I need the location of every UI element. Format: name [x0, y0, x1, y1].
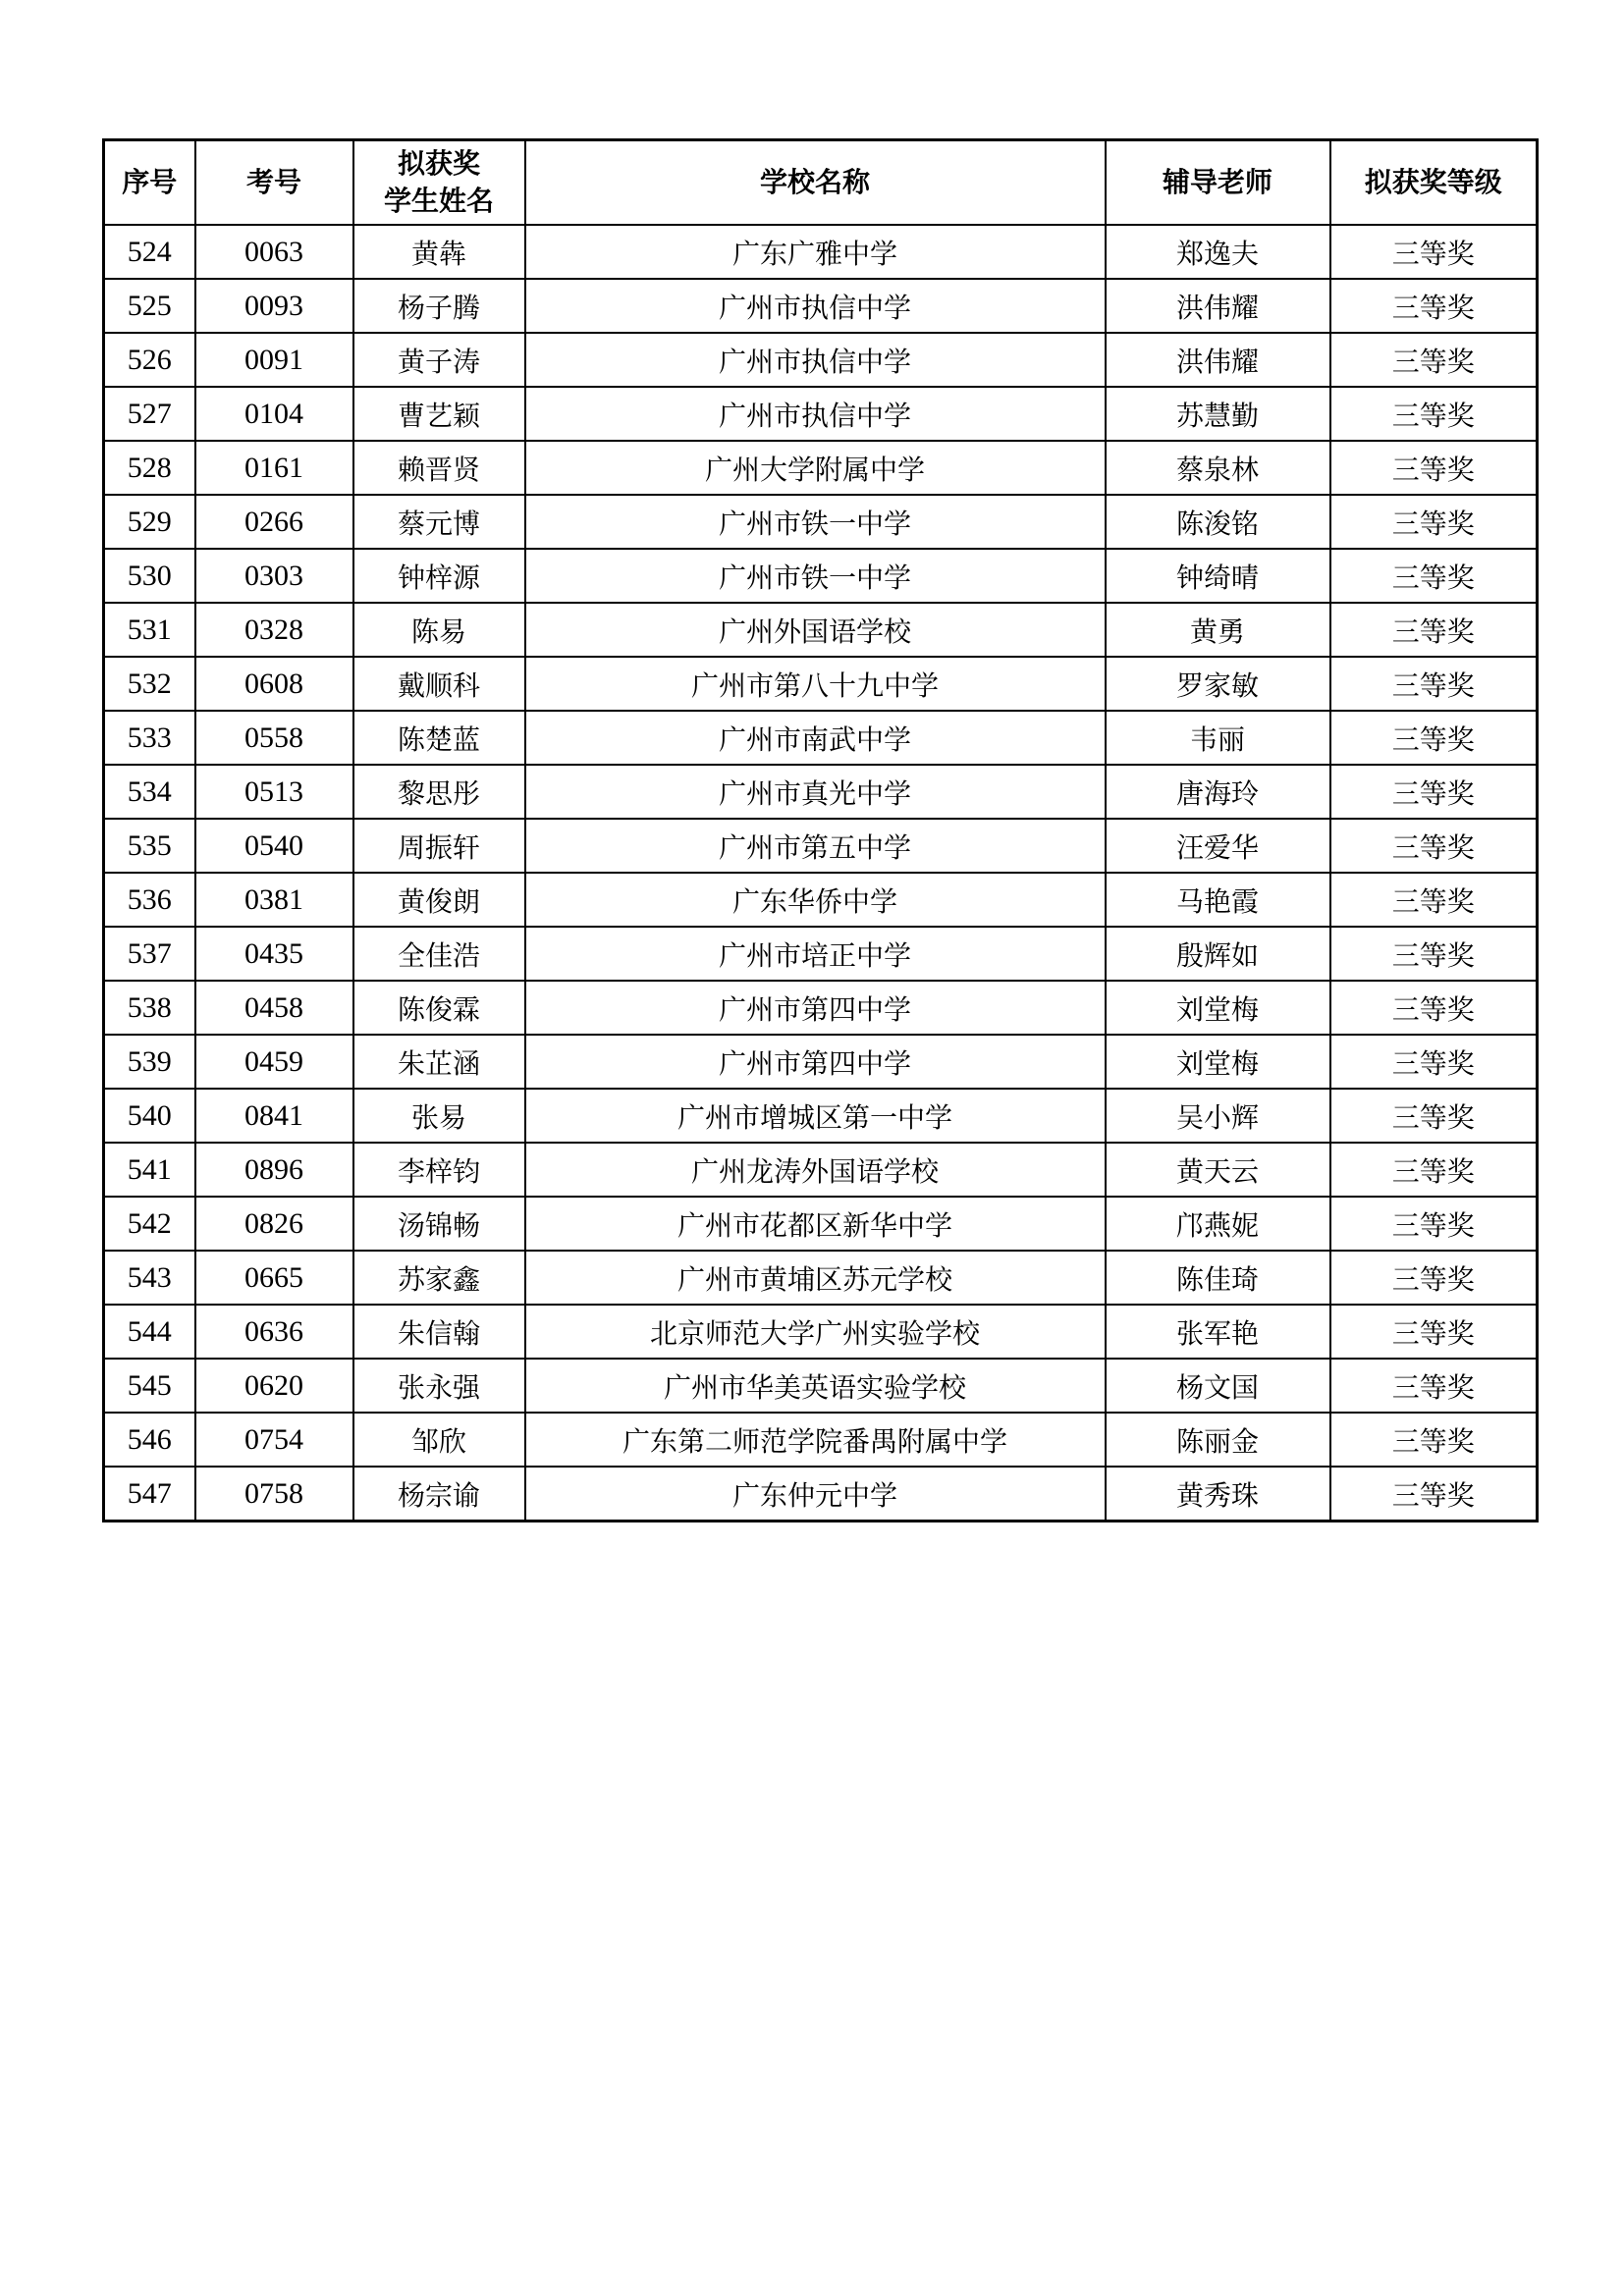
table-row — [104, 1197, 1538, 1251]
cell-school: 广州市执信中学 — [525, 387, 1106, 441]
cell-index: 544 — [104, 1305, 195, 1359]
cell-award-level: 三等奖 — [1330, 441, 1538, 495]
cell-student-name: 陈易 — [353, 603, 525, 657]
cell-exam-no: 0458 — [195, 981, 353, 1035]
cell-award-level: 三等奖 — [1330, 765, 1538, 819]
cell-teacher: 邝燕妮 — [1106, 1197, 1330, 1251]
table-row — [104, 873, 1538, 927]
cell-student-name: 黄子涛 — [353, 333, 525, 387]
cell-index: 539 — [104, 1035, 195, 1089]
cell-exam-no: 0608 — [195, 657, 353, 711]
cell-school: 广州市第四中学 — [525, 1035, 1106, 1089]
table-row — [104, 711, 1538, 765]
cell-exam-no: 0091 — [195, 333, 353, 387]
cell-school: 广州市增城区第一中学 — [525, 1089, 1106, 1143]
cell-teacher: 刘堂梅 — [1106, 981, 1330, 1035]
cell-index: 547 — [104, 1467, 195, 1522]
table-row — [104, 549, 1538, 603]
cell-student-name: 朱芷涵 — [353, 1035, 525, 1089]
cell-teacher: 钟绮晴 — [1106, 549, 1330, 603]
cell-index: 541 — [104, 1143, 195, 1197]
cell-teacher: 陈佳琦 — [1106, 1251, 1330, 1305]
cell-school: 广州市执信中学 — [525, 279, 1106, 333]
cell-award-level: 三等奖 — [1330, 1305, 1538, 1359]
cell-teacher: 陈丽金 — [1106, 1413, 1330, 1467]
cell-index: 525 — [104, 279, 195, 333]
header-student-name — [353, 140, 525, 226]
cell-teacher: 陈浚铭 — [1106, 495, 1330, 549]
cell-teacher: 黄天云 — [1106, 1143, 1330, 1197]
table-row — [104, 657, 1538, 711]
cell-exam-no: 0620 — [195, 1359, 353, 1413]
cell-award-level: 三等奖 — [1330, 1089, 1538, 1143]
cell-index: 530 — [104, 549, 195, 603]
cell-teacher: 汪爱华 — [1106, 819, 1330, 873]
table-row — [104, 1305, 1538, 1359]
cell-teacher: 洪伟耀 — [1106, 279, 1330, 333]
cell-index: 532 — [104, 657, 195, 711]
cell-exam-no: 0435 — [195, 927, 353, 981]
cell-school: 广州市第五中学 — [525, 819, 1106, 873]
cell-school: 广州市第八十九中学 — [525, 657, 1106, 711]
cell-exam-no: 0063 — [195, 225, 353, 279]
cell-index: 545 — [104, 1359, 195, 1413]
cell-exam-no: 0841 — [195, 1089, 353, 1143]
cell-exam-no: 0540 — [195, 819, 353, 873]
cell-exam-no: 0665 — [195, 1251, 353, 1305]
cell-award-level: 三等奖 — [1330, 1197, 1538, 1251]
cell-school: 广东仲元中学 — [525, 1467, 1106, 1522]
cell-school: 广东华侨中学 — [525, 873, 1106, 927]
cell-teacher: 郑逸夫 — [1106, 225, 1330, 279]
table-row — [104, 1089, 1538, 1143]
cell-index: 538 — [104, 981, 195, 1035]
cell-school: 广州大学附属中学 — [525, 441, 1106, 495]
cell-award-level: 三等奖 — [1330, 981, 1538, 1035]
table-row — [104, 1251, 1538, 1305]
cell-student-name: 黄犇 — [353, 225, 525, 279]
cell-award-level: 三等奖 — [1330, 387, 1538, 441]
cell-award-level: 三等奖 — [1330, 1251, 1538, 1305]
cell-student-name: 杨子腾 — [353, 279, 525, 333]
cell-exam-no: 0381 — [195, 873, 353, 927]
table-body — [104, 225, 1538, 1522]
cell-exam-no: 0459 — [195, 1035, 353, 1089]
header-row — [104, 140, 1538, 226]
cell-student-name: 李梓钧 — [353, 1143, 525, 1197]
cell-award-level: 三等奖 — [1330, 711, 1538, 765]
cell-student-name: 蔡元博 — [353, 495, 525, 549]
cell-teacher: 韦丽 — [1106, 711, 1330, 765]
table-row — [104, 819, 1538, 873]
cell-student-name: 黄俊朗 — [353, 873, 525, 927]
table-row — [104, 225, 1538, 279]
cell-school: 广州市铁一中学 — [525, 549, 1106, 603]
cell-index: 542 — [104, 1197, 195, 1251]
table-row — [104, 1143, 1538, 1197]
table-row — [104, 495, 1538, 549]
cell-award-level: 三等奖 — [1330, 1143, 1538, 1197]
header-student-name-line1: 拟获奖 — [397, 147, 480, 180]
cell-award-level: 三等奖 — [1330, 1359, 1538, 1413]
cell-student-name: 张易 — [353, 1089, 525, 1143]
cell-student-name: 邹欣 — [353, 1413, 525, 1467]
cell-teacher: 吴小辉 — [1106, 1089, 1330, 1143]
cell-student-name: 戴顺科 — [353, 657, 525, 711]
cell-award-level: 三等奖 — [1330, 927, 1538, 981]
cell-exam-no: 0754 — [195, 1413, 353, 1467]
cell-index: 528 — [104, 441, 195, 495]
header-student-name-line2: 学生姓名 — [383, 185, 494, 217]
cell-exam-no: 0636 — [195, 1305, 353, 1359]
table-row — [104, 1413, 1538, 1467]
cell-student-name: 全佳浩 — [353, 927, 525, 981]
table-header — [104, 140, 1538, 226]
cell-exam-no: 0758 — [195, 1467, 353, 1522]
cell-teacher: 蔡泉林 — [1106, 441, 1330, 495]
cell-award-level: 三等奖 — [1330, 873, 1538, 927]
cell-school: 广东广雅中学 — [525, 225, 1106, 279]
cell-student-name: 曹艺颖 — [353, 387, 525, 441]
cell-award-level: 三等奖 — [1330, 657, 1538, 711]
header-exam-no: 考号 — [195, 140, 353, 226]
cell-school: 广州龙涛外国语学校 — [525, 1143, 1106, 1197]
cell-student-name: 陈俊霖 — [353, 981, 525, 1035]
table-row — [104, 333, 1538, 387]
cell-index: 543 — [104, 1251, 195, 1305]
table-row — [104, 1359, 1538, 1413]
cell-school: 广州市真光中学 — [525, 765, 1106, 819]
table-row — [104, 927, 1538, 981]
table-row — [104, 765, 1538, 819]
cell-student-name: 汤锦畅 — [353, 1197, 525, 1251]
cell-school: 广州市第四中学 — [525, 981, 1106, 1035]
award-list-table — [102, 138, 1539, 1522]
cell-student-name: 张永强 — [353, 1359, 525, 1413]
cell-teacher: 洪伟耀 — [1106, 333, 1330, 387]
table-row — [104, 981, 1538, 1035]
table-row — [104, 1467, 1538, 1522]
cell-award-level: 三等奖 — [1330, 549, 1538, 603]
cell-teacher: 刘堂梅 — [1106, 1035, 1330, 1089]
cell-student-name: 黎思彤 — [353, 765, 525, 819]
cell-student-name: 朱信翰 — [353, 1305, 525, 1359]
cell-school: 广州市花都区新华中学 — [525, 1197, 1106, 1251]
cell-student-name: 陈楚蓝 — [353, 711, 525, 765]
table-row — [104, 603, 1538, 657]
cell-school: 广东第二师范学院番禺附属中学 — [525, 1413, 1106, 1467]
cell-teacher: 唐海玲 — [1106, 765, 1330, 819]
cell-index: 527 — [104, 387, 195, 441]
table-row — [104, 279, 1538, 333]
cell-school: 广州市执信中学 — [525, 333, 1106, 387]
cell-index: 536 — [104, 873, 195, 927]
cell-school: 广州外国语学校 — [525, 603, 1106, 657]
cell-index: 526 — [104, 333, 195, 387]
cell-exam-no: 0161 — [195, 441, 353, 495]
cell-exam-no: 0303 — [195, 549, 353, 603]
cell-school: 广州市华美英语实验学校 — [525, 1359, 1106, 1413]
cell-index: 531 — [104, 603, 195, 657]
cell-teacher: 杨文国 — [1106, 1359, 1330, 1413]
cell-index: 524 — [104, 225, 195, 279]
cell-school: 广州市铁一中学 — [525, 495, 1106, 549]
header-index: 序号 — [104, 140, 195, 226]
cell-student-name: 杨宗谕 — [353, 1467, 525, 1522]
header-teacher: 辅导老师 — [1106, 140, 1330, 226]
cell-student-name: 赖晋贤 — [353, 441, 525, 495]
cell-teacher: 罗家敏 — [1106, 657, 1330, 711]
cell-index: 540 — [104, 1089, 195, 1143]
cell-award-level: 三等奖 — [1330, 225, 1538, 279]
cell-index: 537 — [104, 927, 195, 981]
cell-award-level: 三等奖 — [1330, 279, 1538, 333]
cell-index: 534 — [104, 765, 195, 819]
cell-award-level: 三等奖 — [1330, 1467, 1538, 1522]
cell-school: 北京师范大学广州实验学校 — [525, 1305, 1106, 1359]
cell-index: 533 — [104, 711, 195, 765]
cell-exam-no: 0896 — [195, 1143, 353, 1197]
cell-teacher: 黄秀珠 — [1106, 1467, 1330, 1522]
cell-school: 广州市黄埔区苏元学校 — [525, 1251, 1106, 1305]
cell-award-level: 三等奖 — [1330, 1413, 1538, 1467]
cell-exam-no: 0558 — [195, 711, 353, 765]
cell-student-name: 周振轩 — [353, 819, 525, 873]
cell-teacher: 黄勇 — [1106, 603, 1330, 657]
cell-award-level: 三等奖 — [1330, 495, 1538, 549]
cell-exam-no: 0328 — [195, 603, 353, 657]
table-row — [104, 1035, 1538, 1089]
cell-index: 546 — [104, 1413, 195, 1467]
cell-exam-no: 0104 — [195, 387, 353, 441]
header-school: 学校名称 — [525, 140, 1106, 226]
cell-teacher: 苏慧勤 — [1106, 387, 1330, 441]
cell-student-name: 苏家鑫 — [353, 1251, 525, 1305]
header-award-level: 拟获奖等级 — [1330, 140, 1538, 226]
cell-exam-no: 0093 — [195, 279, 353, 333]
cell-exam-no: 0826 — [195, 1197, 353, 1251]
cell-school: 广州市培正中学 — [525, 927, 1106, 981]
cell-exam-no: 0513 — [195, 765, 353, 819]
table-row — [104, 387, 1538, 441]
cell-school: 广州市南武中学 — [525, 711, 1106, 765]
cell-teacher: 马艳霞 — [1106, 873, 1330, 927]
cell-award-level: 三等奖 — [1330, 333, 1538, 387]
cell-student-name: 钟梓源 — [353, 549, 525, 603]
cell-index: 529 — [104, 495, 195, 549]
cell-index: 535 — [104, 819, 195, 873]
cell-teacher: 殷辉如 — [1106, 927, 1330, 981]
cell-award-level: 三等奖 — [1330, 603, 1538, 657]
table-row — [104, 441, 1538, 495]
cell-award-level: 三等奖 — [1330, 1035, 1538, 1089]
cell-exam-no: 0266 — [195, 495, 353, 549]
cell-teacher: 张军艳 — [1106, 1305, 1330, 1359]
cell-award-level: 三等奖 — [1330, 819, 1538, 873]
